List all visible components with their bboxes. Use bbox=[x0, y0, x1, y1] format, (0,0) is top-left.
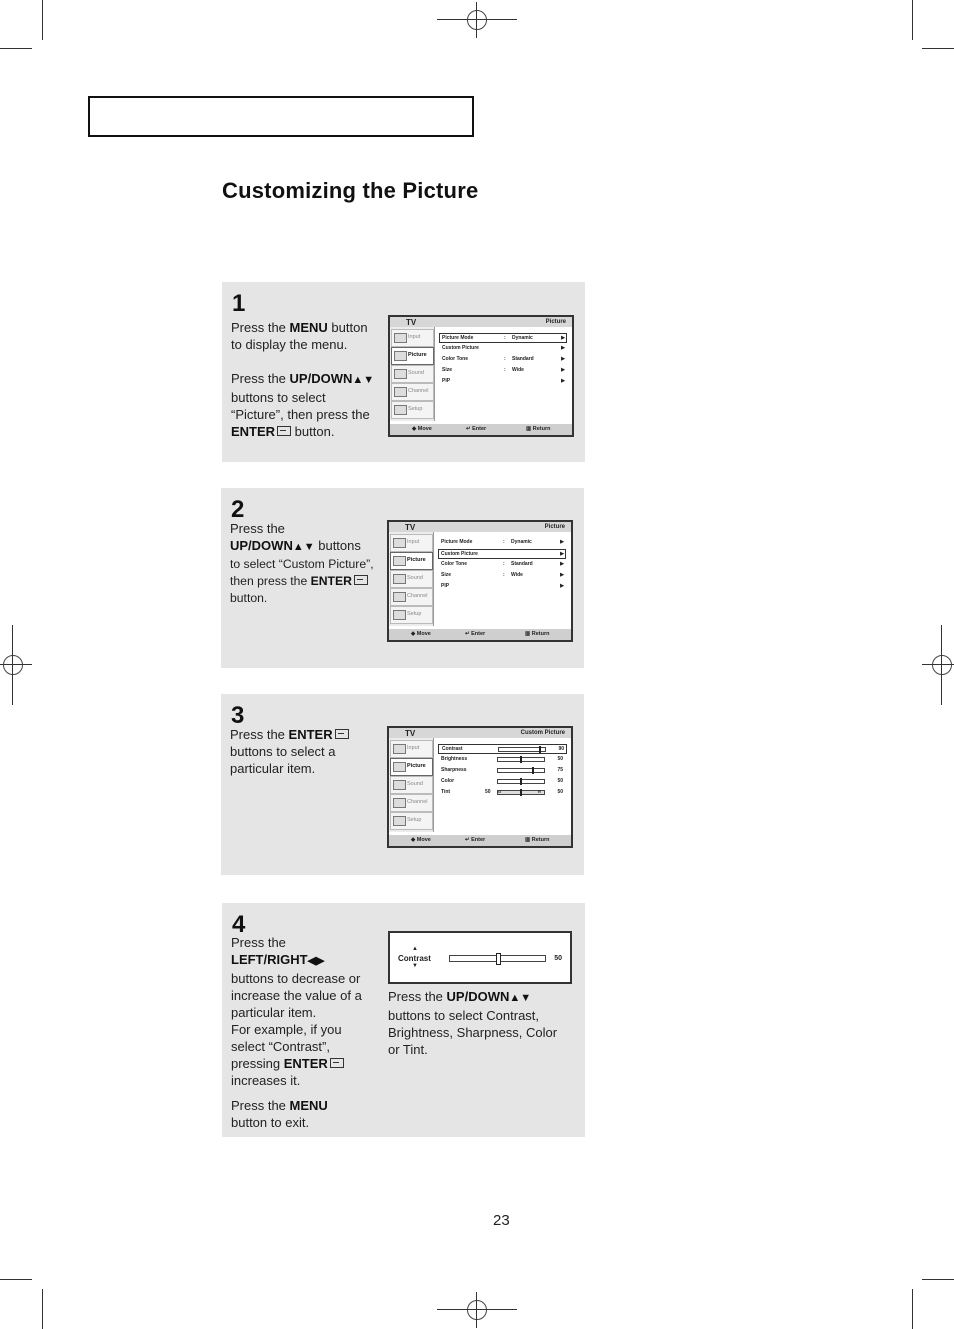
input-icon bbox=[394, 333, 407, 343]
sidebar-item-input: Input bbox=[391, 329, 434, 347]
crop-mark bbox=[0, 1279, 32, 1280]
slider-row: Brightness 50 bbox=[441, 756, 563, 762]
sidebar-item-sound: Sound bbox=[390, 570, 433, 588]
menu-title: Picture bbox=[545, 319, 566, 325]
registration-mark bbox=[3, 655, 23, 675]
crop-mark bbox=[922, 1279, 954, 1280]
contrast-slider-knob bbox=[496, 953, 501, 965]
crop-mark bbox=[42, 0, 43, 40]
slider-row: Tint 50 G R 50 bbox=[441, 789, 563, 795]
step-3-instructions: Press the ENTER buttons to select a particular item. bbox=[230, 726, 378, 777]
arrow-right-icon: ▶ bbox=[560, 539, 564, 545]
enter-icon: ↵ bbox=[465, 837, 470, 843]
up-down-icon: ▲▼ bbox=[352, 374, 375, 386]
arrow-right-icon: ▶ bbox=[561, 335, 565, 341]
slider-bar bbox=[497, 757, 545, 762]
sidebar-item-setup: Setup bbox=[390, 606, 433, 624]
tv-menu-screen bbox=[387, 726, 573, 848]
sidebar-item-picture: Picture bbox=[390, 758, 433, 776]
arrow-right-icon: ▶ bbox=[560, 583, 564, 589]
sidebar-item-picture: Picture bbox=[391, 347, 434, 365]
return-icon: ▥ bbox=[525, 631, 531, 637]
menu-footer: ◆ Move ↵ Enter ▥ Return bbox=[390, 424, 572, 435]
sidebar-item-channel: Channel bbox=[390, 794, 433, 812]
menu-footer: ◆ Move ↵ Enter ▥ Return bbox=[389, 835, 571, 846]
enter-icon bbox=[277, 426, 291, 436]
up-down-icon: ▲▼ bbox=[292, 541, 315, 553]
setup-icon bbox=[393, 610, 406, 620]
slider-row: Contrast 90 bbox=[438, 744, 567, 754]
slider-knob bbox=[532, 767, 534, 774]
return-icon: ▥ bbox=[526, 426, 532, 432]
up-icon: ▲ bbox=[412, 946, 418, 952]
sidebar-item-setup: Setup bbox=[390, 812, 433, 830]
menu-row: Picture Mode : Dynamic ▶ bbox=[441, 539, 564, 545]
contrast-value: 50 bbox=[554, 955, 562, 962]
slider-knob bbox=[539, 746, 541, 753]
menu-sidebar bbox=[390, 327, 435, 421]
step-2-instructions: Press the UP/DOWN▲▼ buttons to select “Custom Picture”, then press the ENTER button. bbox=[230, 521, 374, 605]
crop-mark bbox=[437, 19, 517, 20]
crop-mark bbox=[42, 1289, 43, 1329]
crop-mark bbox=[922, 664, 954, 665]
enter-icon: ↵ bbox=[466, 426, 471, 432]
registration-mark bbox=[467, 1300, 487, 1320]
crop-mark bbox=[912, 1289, 913, 1329]
slider-knob bbox=[520, 756, 522, 763]
setup-icon bbox=[393, 816, 406, 826]
step-4-instructions: Press the LEFT/RIGHT◀▶ buttons to decrease or increase the value of a particular item. For example, if you select “Contrast”, pressing ENTER increases it. Press the MENU button to exit. bbox=[231, 935, 362, 1130]
arrow-right-icon: ▶ bbox=[560, 561, 564, 567]
input-icon bbox=[393, 538, 406, 548]
return-icon: ▥ bbox=[525, 837, 531, 843]
move-icon: ◆ bbox=[412, 426, 417, 432]
step-2-panel bbox=[221, 488, 584, 668]
menu-row: Custom Picture ▶ bbox=[442, 345, 565, 351]
picture-icon bbox=[393, 556, 406, 566]
slider-bar bbox=[497, 779, 545, 784]
picture-icon bbox=[393, 762, 406, 772]
step-4-panel bbox=[222, 903, 585, 1137]
registration-mark bbox=[932, 655, 952, 675]
page-title: Customizing the Picture bbox=[222, 178, 479, 203]
crop-mark bbox=[476, 2, 477, 38]
up-down-icon: ▲▼ bbox=[509, 992, 532, 1004]
slider-row: Sharpness 75 bbox=[441, 767, 563, 773]
step-number: 1 bbox=[232, 290, 246, 317]
crop-mark bbox=[0, 48, 32, 49]
arrow-right-icon: ▶ bbox=[561, 345, 565, 351]
crop-mark bbox=[941, 625, 942, 705]
speaker-icon bbox=[394, 369, 407, 379]
menu-footer: ◆ Move ↵ Enter ▥ Return bbox=[389, 629, 571, 640]
menu-row: PIP ▶ bbox=[441, 583, 564, 589]
sidebar-item-setup: Setup bbox=[391, 401, 434, 419]
menu-row: PIP ▶ bbox=[442, 378, 565, 384]
menu-row: Color Tone : Standard ▶ bbox=[441, 561, 564, 567]
tv-label: TV bbox=[405, 729, 416, 738]
contrast-label: Contrast bbox=[398, 954, 431, 963]
sidebar-item-sound: Sound bbox=[390, 776, 433, 794]
down-icon: ▼ bbox=[412, 963, 418, 969]
sidebar-item-channel: Channel bbox=[390, 588, 433, 606]
step-number: 4 bbox=[232, 911, 246, 938]
menu-title: Picture bbox=[544, 524, 565, 530]
crop-mark bbox=[12, 625, 13, 705]
page-number: 23 bbox=[493, 1212, 510, 1229]
arrow-right-icon: ▶ bbox=[561, 378, 565, 384]
step-3-panel bbox=[221, 694, 584, 875]
slider-bar bbox=[497, 768, 545, 773]
enter-icon bbox=[330, 1058, 344, 1068]
input-icon bbox=[393, 744, 406, 754]
arrow-right-icon: ▶ bbox=[561, 356, 565, 362]
tv-label: TV bbox=[405, 523, 416, 532]
crop-mark bbox=[912, 0, 913, 40]
menu-sidebar bbox=[389, 738, 434, 832]
antenna-icon bbox=[394, 387, 407, 397]
registration-mark bbox=[467, 10, 487, 30]
slider-bar bbox=[498, 747, 546, 752]
step-1-instructions: Press the MENU button to display the menu. Press the UP/DOWN▲▼ buttons to select “Picture”, then press the ENTER button. bbox=[231, 320, 375, 439]
sidebar-item-sound: Sound bbox=[391, 365, 434, 383]
enter-icon bbox=[335, 729, 349, 739]
speaker-icon bbox=[393, 574, 406, 584]
step-number: 3 bbox=[231, 702, 245, 729]
enter-icon: ↵ bbox=[465, 631, 470, 637]
speaker-icon bbox=[393, 780, 406, 790]
arrow-right-icon: ▶ bbox=[561, 367, 565, 373]
tv-menu-screen bbox=[388, 315, 574, 437]
menu-row: Color Tone : Standard ▶ bbox=[442, 356, 565, 362]
slider-knob bbox=[520, 789, 522, 796]
step-1-panel bbox=[222, 282, 585, 462]
sidebar-item-input: Input bbox=[390, 740, 433, 758]
tv-label: TV bbox=[406, 318, 417, 327]
menu-title: Custom Picture bbox=[520, 730, 565, 736]
arrow-right-icon: ▶ bbox=[560, 572, 564, 578]
sidebar-item-input: Input bbox=[390, 534, 433, 552]
antenna-icon bbox=[393, 592, 406, 602]
move-icon: ◆ bbox=[411, 837, 416, 843]
slider-knob bbox=[520, 778, 522, 785]
antenna-icon bbox=[393, 798, 406, 808]
header-box bbox=[88, 96, 474, 137]
sidebar-item-picture: Picture bbox=[390, 552, 433, 570]
enter-icon bbox=[354, 575, 368, 585]
menu-row: Custom Picture ▶ bbox=[438, 549, 566, 559]
step-number: 2 bbox=[231, 496, 245, 523]
menu-sidebar bbox=[389, 532, 434, 626]
setup-icon bbox=[394, 405, 407, 415]
crop-mark bbox=[476, 1292, 477, 1328]
move-icon: ◆ bbox=[411, 631, 416, 637]
menu-row: Size : Wide ▶ bbox=[441, 572, 564, 578]
contrast-adjust-panel bbox=[388, 931, 572, 984]
slider-row: Color 50 bbox=[441, 778, 563, 784]
crop-mark bbox=[922, 48, 954, 49]
crop-mark bbox=[0, 664, 32, 665]
sidebar-item-channel: Channel bbox=[391, 383, 434, 401]
crop-mark bbox=[437, 1309, 517, 1310]
menu-row: Size : Wide ▶ bbox=[442, 367, 565, 373]
tv-menu-screen bbox=[387, 520, 573, 642]
menu-row: Picture Mode : Dynamic ▶ bbox=[439, 333, 567, 343]
arrow-right-icon: ▶ bbox=[560, 551, 564, 557]
picture-icon bbox=[394, 351, 407, 361]
left-right-icon: ◀▶ bbox=[307, 955, 325, 967]
step-4-note: Press the UP/DOWN▲▼ buttons to select Contrast, Brightness, Sharpness, Color or Tint. bbox=[388, 989, 558, 1057]
contrast-slider-bar bbox=[449, 955, 546, 962]
